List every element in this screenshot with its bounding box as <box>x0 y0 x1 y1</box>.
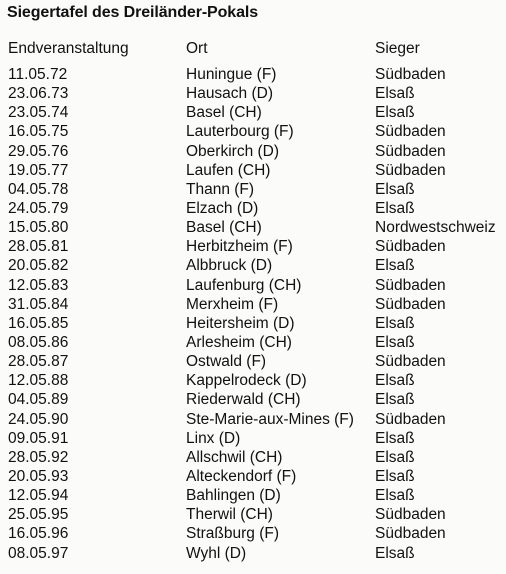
row-date: 12.05.88 <box>8 372 69 390</box>
row-winner: Elsaß <box>375 429 415 447</box>
row-winner: Elsaß <box>375 333 415 351</box>
row-date: 28.05.92 <box>8 448 69 466</box>
row-winner: Elsaß <box>375 448 415 466</box>
row-place: Allschwil (CH) <box>186 448 283 466</box>
table-row <box>0 506 506 525</box>
table-row <box>0 162 506 181</box>
row-place: Thann (F) <box>186 180 255 198</box>
row-winner: Südbaden <box>375 238 446 256</box>
table-row <box>0 85 506 104</box>
table-row <box>0 238 506 257</box>
row-date: 24.05.90 <box>8 410 69 428</box>
row-winner: Elsaß <box>375 104 415 122</box>
table-row <box>0 545 506 564</box>
row-place: Herbitzheim (F) <box>186 238 293 256</box>
row-date: 24.05.79 <box>8 199 69 217</box>
row-winner: Südbaden <box>375 142 446 160</box>
table-row <box>0 257 506 276</box>
row-date: 28.05.87 <box>8 353 69 371</box>
row-winner: Südbaden <box>375 276 446 294</box>
row-date: 20.05.93 <box>8 467 69 485</box>
table-row <box>0 315 506 334</box>
row-winner: Elsaß <box>375 544 415 562</box>
row-winner: Südbaden <box>375 66 446 83</box>
row-place: Laufen (CH) <box>186 161 271 179</box>
row-winner: Elsaß <box>375 199 415 217</box>
row-place: Bahlingen (D) <box>186 487 281 505</box>
row-date: 29.05.76 <box>8 142 69 160</box>
row-date: 28.05.81 <box>8 238 69 256</box>
row-place: Merxheim (F) <box>186 295 279 313</box>
row-winner: Südbaden <box>375 410 446 428</box>
row-date: 12.05.94 <box>8 487 69 505</box>
row-date: 04.05.78 <box>8 180 69 198</box>
row-place: Lauterbourg (F) <box>186 123 294 141</box>
table-row <box>0 104 506 123</box>
row-place: Therwil (CH) <box>186 506 273 524</box>
row-winner: Südbaden <box>375 353 446 371</box>
table-row <box>0 296 506 315</box>
row-winner: Nordwestschweiz <box>375 219 496 237</box>
row-place: Wyhl (D) <box>186 544 247 562</box>
table-row <box>0 181 506 200</box>
row-date: 16.05.75 <box>8 123 69 141</box>
row-place: Huningue (F) <box>186 66 277 83</box>
row-winner: Südbaden <box>375 506 446 524</box>
row-place: Elzach (D) <box>186 199 259 217</box>
row-date: 08.05.86 <box>8 333 69 351</box>
row-date: 04.05.89 <box>8 391 69 409</box>
row-place: Oberkirch (D) <box>186 142 280 160</box>
row-place: Kappelrodeck (D) <box>186 372 307 390</box>
table-row <box>0 277 506 296</box>
row-place: Straßburg (F) <box>186 525 280 543</box>
row-place: Linx (D) <box>186 429 241 447</box>
table-row <box>0 143 506 162</box>
row-place: Arlesheim (CH) <box>186 333 292 351</box>
row-winner: Südbaden <box>375 525 446 543</box>
row-place: Ste-Marie-aux-Mines (F) <box>186 410 354 428</box>
row-date: 15.05.80 <box>8 219 69 237</box>
row-date: 31.05.84 <box>8 295 69 313</box>
row-winner: Südbaden <box>375 161 446 179</box>
table-row <box>0 391 506 410</box>
row-date: 23.06.73 <box>8 85 69 103</box>
table-row <box>0 334 506 353</box>
row-place: Basel (CH) <box>186 219 262 237</box>
table-row <box>0 353 506 372</box>
table-row <box>0 200 506 219</box>
row-place: Alteckendorf (F) <box>186 467 297 485</box>
table-row <box>0 219 506 238</box>
row-winner: Elsaß <box>375 180 415 198</box>
table-row <box>0 430 506 449</box>
table-row <box>0 449 506 468</box>
row-place: Ostwald (F) <box>186 353 267 371</box>
row-winner: Elsaß <box>375 391 415 409</box>
row-place: Albbruck (D) <box>186 257 273 275</box>
row-date: 20.05.82 <box>8 257 69 275</box>
row-winner: Elsaß <box>375 85 415 103</box>
table-row <box>0 66 506 85</box>
row-date: 16.05.96 <box>8 525 69 543</box>
table-header <box>0 40 506 60</box>
row-date: 09.05.91 <box>8 429 69 447</box>
row-date: 08.05.97 <box>8 544 69 562</box>
table-row <box>0 468 506 487</box>
row-winner: Südbaden <box>375 295 446 313</box>
header-place: Ort <box>186 40 208 57</box>
row-winner: Elsaß <box>375 487 415 505</box>
row-date: 11.05.72 <box>8 66 68 83</box>
row-place: Hausach (D) <box>186 85 273 103</box>
row-winner: Elsaß <box>375 314 415 332</box>
row-place: Laufenburg (CH) <box>186 276 302 294</box>
winners-table <box>0 66 506 564</box>
row-date: 25.05.95 <box>8 506 69 524</box>
header-winner: Sieger <box>375 40 420 57</box>
header-date: Endveranstaltung <box>8 40 129 57</box>
table-row <box>0 411 506 430</box>
row-winner: Elsaß <box>375 257 415 275</box>
table-row <box>0 525 506 544</box>
row-place: Heitersheim (D) <box>186 314 295 332</box>
row-winner: Elsaß <box>375 467 415 485</box>
row-date: 19.05.77 <box>8 161 69 179</box>
row-date: 16.05.85 <box>8 314 69 332</box>
row-place: Basel (CH) <box>186 104 262 122</box>
table-row <box>0 372 506 391</box>
row-winner: Elsaß <box>375 372 415 390</box>
row-date: 23.05.74 <box>8 104 69 122</box>
row-place: Riederwald (CH) <box>186 391 301 409</box>
table-row <box>0 487 506 506</box>
page-title: Siegertafel des Dreiländer-Pokals <box>7 4 259 21</box>
row-winner: Südbaden <box>375 123 446 141</box>
row-date: 12.05.83 <box>8 276 69 294</box>
table-row <box>0 123 506 142</box>
